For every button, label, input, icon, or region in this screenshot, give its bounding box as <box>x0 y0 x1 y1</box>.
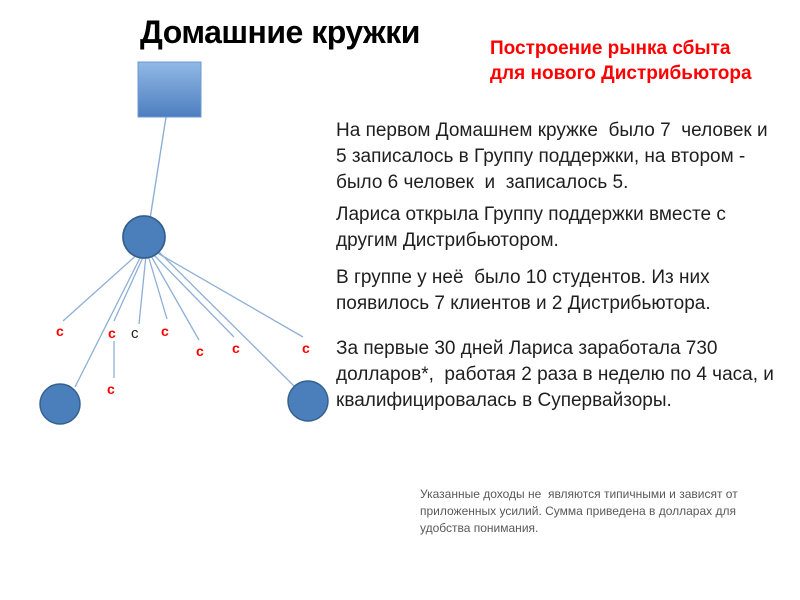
slide-subtitle <box>490 36 752 86</box>
member-label: с <box>108 325 116 341</box>
distributor-circle-node <box>123 216 165 258</box>
member-label: с <box>196 343 204 359</box>
member-label: с <box>161 323 169 339</box>
subtitle-line-1: Построение рынка сбыта <box>490 38 731 59</box>
paragraph-students: В группе у неё было 10 студентов. Из них появилось 7 клиентов и 2 Дистрибьютора. <box>336 267 715 314</box>
paragraph-earnings: За первые 30 дней Лариса заработала 730 долларов*, работая 2 раза в неделю по 4 часа, и квалифицировалась в Супервайзоры. <box>336 338 780 411</box>
edge-line <box>154 251 303 337</box>
member-circle-node-right <box>288 381 328 421</box>
paragraph-first-circle: На первом Домашнем кружке было 7 человек и 5 записалось в Группу поддержки, на втором - было 6 человек и записалось 5. <box>336 120 773 193</box>
edge-line <box>156 249 294 386</box>
member-label: с <box>232 340 240 356</box>
member-label: с <box>131 325 139 342</box>
edge-line <box>114 255 144 321</box>
member-circle-node-left <box>40 384 80 424</box>
paragraph-larisa-group: Лариса открыла Группу поддержки вместе с другим Дистрибьютором. <box>336 204 732 251</box>
disclaimer-footnote: Указанные доходы не являются типичными и зависят от приложенных усилий. Сумма приведена в долларах для удобства понимания. <box>420 487 742 535</box>
member-label: с <box>107 381 115 397</box>
sponsor-square-node <box>138 62 201 117</box>
edge-line <box>75 254 142 387</box>
member-label: с <box>56 323 64 339</box>
subtitle-line-2: для нового Дистрибьютора <box>490 63 752 84</box>
slide-title: Домашние кружки <box>140 14 420 50</box>
member-label: с <box>302 340 310 356</box>
body-text-block <box>336 118 782 414</box>
edge-line <box>139 255 146 324</box>
edge-square-to-distributor <box>150 117 166 219</box>
network-diagram <box>0 0 360 460</box>
edge-line <box>63 252 140 321</box>
